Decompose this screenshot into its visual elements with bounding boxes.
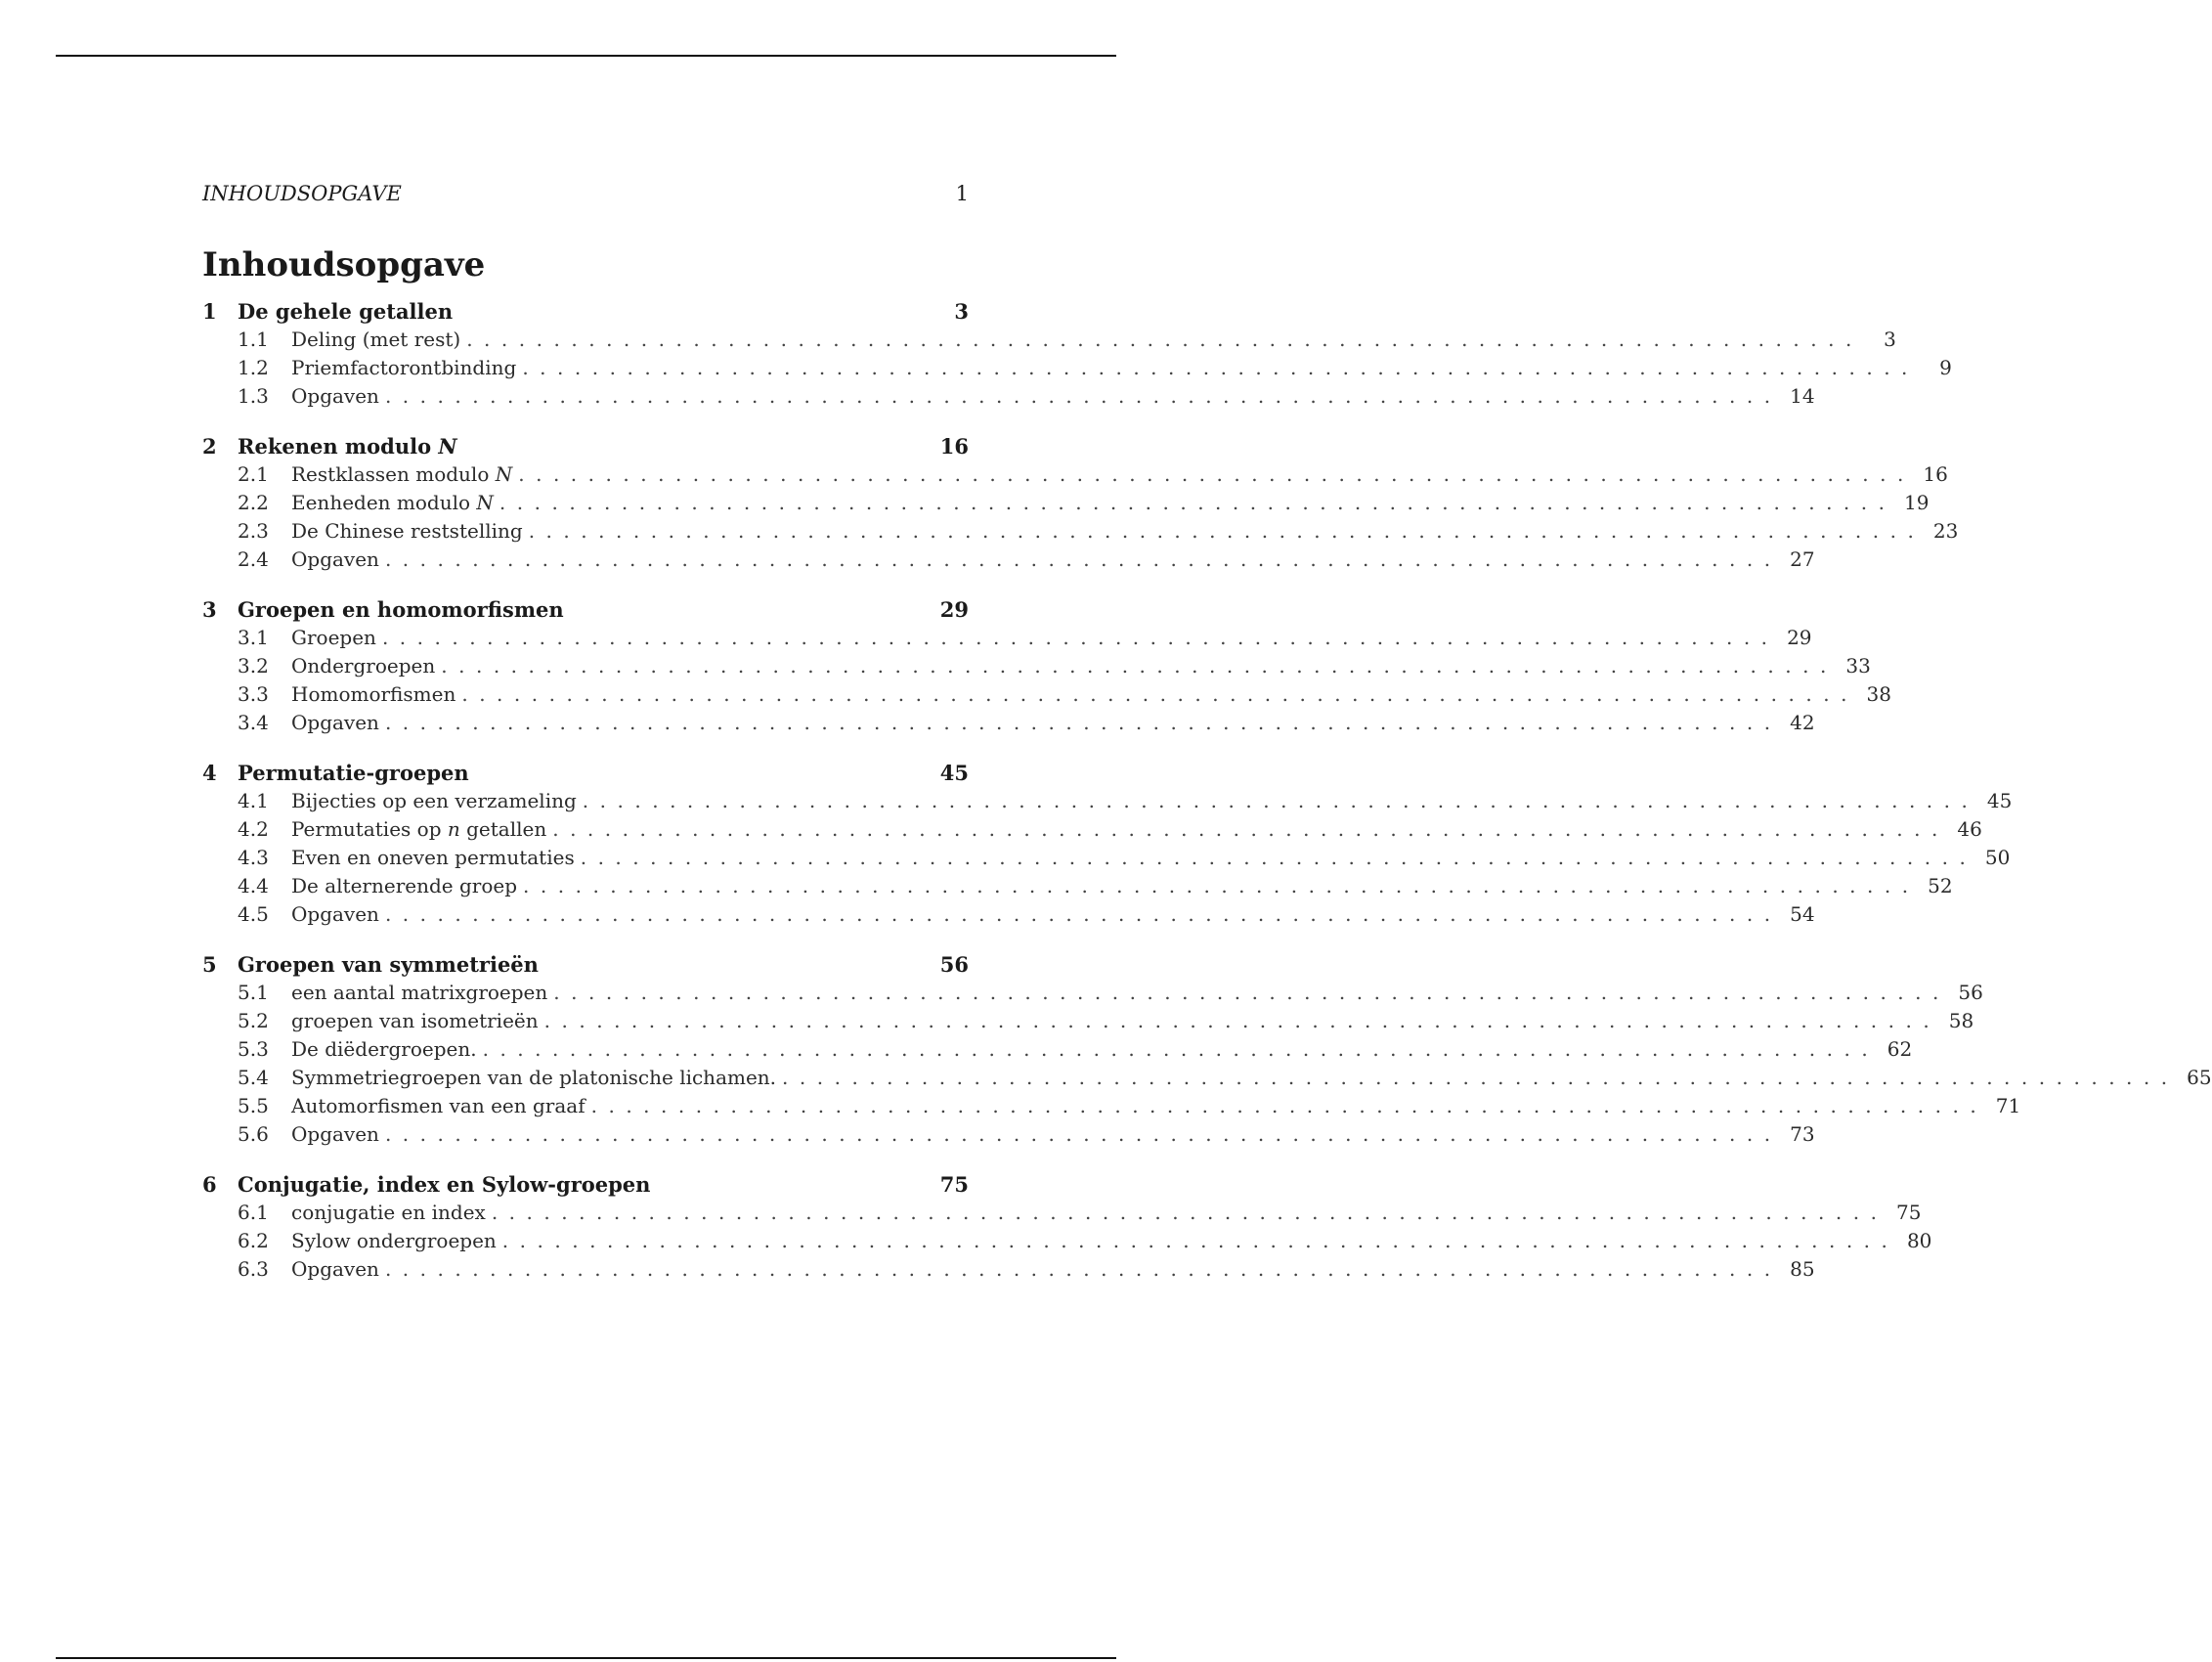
top-rule — [56, 55, 1116, 57]
section-entry[interactable] — [202, 900, 1815, 929]
section-page-number: 29 — [1787, 626, 1812, 649]
section-title: Eenheden modulo N — [291, 491, 494, 514]
dot-leader: ................................................................................ — [381, 626, 1779, 649]
section-title: Homomorfismen — [291, 682, 456, 706]
section-number: 2.2 — [238, 491, 269, 514]
section-title: Opgaven — [291, 547, 379, 571]
dot-leader: ................................................................................ — [590, 1094, 1988, 1117]
dot-leader: ................................................................................ — [553, 981, 1950, 1004]
chapter-page-number: 3 — [954, 299, 969, 324]
dot-leader: ................................................................................ — [580, 846, 1977, 869]
running-head-page-number: 1 — [955, 182, 969, 205]
toc-chapter — [202, 595, 1891, 737]
dot-leader: ................................................................................ — [501, 1229, 1899, 1252]
section-entry[interactable] — [202, 652, 1871, 680]
section-entry[interactable] — [202, 354, 1952, 382]
dot-leader: ................................................................................ — [384, 1122, 1782, 1146]
chapter-entry[interactable] — [202, 1170, 969, 1199]
section-number: 2.3 — [238, 519, 269, 543]
dot-leader: ................................................................................ — [441, 654, 1838, 678]
toc-chapter — [202, 432, 1959, 574]
section-entry[interactable] — [202, 709, 1815, 737]
dot-leader: ................................................................................ — [782, 1066, 2179, 1089]
section-page-number: 62 — [1887, 1037, 1913, 1061]
toc-page — [202, 182, 2212, 1305]
section-number: 2.1 — [238, 462, 269, 486]
bottom-rule — [56, 1657, 1116, 1659]
toc-chapter — [202, 950, 2212, 1149]
toc-chapter — [202, 759, 2013, 929]
running-head-title: INHOUDSOPGAVE — [202, 182, 402, 205]
section-entry[interactable] — [202, 326, 1896, 354]
section-title: Symmetriegroepen van de platonische lichamen. — [291, 1066, 777, 1089]
section-page-number: 56 — [1958, 981, 1983, 1004]
chapter-page-number: 45 — [939, 761, 969, 785]
chapter-entry[interactable] — [202, 595, 969, 624]
section-page-number: 19 — [1904, 491, 1930, 514]
section-page-number: 14 — [1790, 384, 1815, 408]
section-page-number: 50 — [1984, 846, 2011, 869]
chapter-number: 1 — [202, 299, 217, 324]
section-page-number: 46 — [1957, 817, 1982, 841]
section-page-number: 33 — [1845, 654, 1871, 678]
section-title: Priemfactorontbinding — [291, 356, 517, 379]
section-title: Deling (met rest) — [291, 328, 461, 351]
section-entry[interactable] — [202, 489, 1930, 517]
dot-leader: ................................................................................ — [552, 817, 1949, 841]
toc-chapter — [202, 1170, 1932, 1284]
chapter-page-number: 16 — [939, 434, 969, 459]
dot-leader: ................................................................................ — [499, 491, 1896, 514]
chapter-entry[interactable] — [202, 297, 969, 326]
chapter-title: Permutatie-groepen — [238, 761, 469, 785]
section-title: De diëdergroepen. — [291, 1037, 477, 1061]
section-title: Automorfismen van een graaf — [291, 1094, 586, 1117]
section-number: 3.1 — [238, 626, 269, 649]
chapter-title: De gehele getallen — [238, 299, 454, 324]
section-entry[interactable] — [202, 517, 1959, 546]
section-number: 6.3 — [238, 1257, 269, 1281]
section-number: 3.4 — [238, 711, 269, 734]
section-number: 6.2 — [238, 1229, 269, 1252]
section-number: 2.4 — [238, 547, 269, 571]
section-page-number: 65 — [2187, 1066, 2212, 1089]
section-number: 3.2 — [238, 654, 269, 678]
toc-chapter — [202, 297, 1952, 411]
section-number: 5.3 — [238, 1037, 269, 1061]
section-page-number: 9 — [1939, 356, 1952, 379]
chapter-page-number: 75 — [939, 1172, 969, 1197]
section-page-number: 54 — [1790, 902, 1815, 926]
section-page-number: 58 — [1948, 1009, 1974, 1032]
section-entry[interactable] — [202, 1092, 2021, 1120]
section-number: 1.1 — [238, 328, 269, 351]
section-page-number: 42 — [1790, 711, 1815, 734]
page-title: Inhoudsopgave — [202, 245, 486, 284]
chapter-entry[interactable] — [202, 950, 969, 979]
section-entry[interactable] — [202, 979, 1983, 1007]
section-entry[interactable] — [202, 546, 1815, 574]
dot-leader: ................................................................................ — [528, 519, 1926, 543]
section-title: Bijecties op een verzameling — [291, 789, 577, 812]
dot-leader: ................................................................................ — [543, 1009, 1941, 1032]
section-title: groepen van isometrieën — [291, 1009, 539, 1032]
section-entry[interactable] — [202, 1255, 1815, 1284]
section-title: Opgaven — [291, 1257, 379, 1281]
section-entry[interactable] — [202, 382, 1815, 411]
section-number: 4.3 — [238, 846, 269, 869]
dot-leader: ................................................................................ — [582, 789, 1979, 812]
chapter-entry[interactable] — [202, 759, 969, 787]
section-page-number: 52 — [1928, 874, 1953, 897]
section-number: 5.6 — [238, 1122, 269, 1146]
chapter-page-number: 29 — [939, 597, 969, 622]
section-entry[interactable] — [202, 1120, 1815, 1149]
chapter-number: 6 — [202, 1172, 217, 1197]
dot-leader: ................................................................................ — [518, 462, 1915, 486]
section-number: 3.3 — [238, 682, 269, 706]
chapter-number: 2 — [202, 434, 217, 459]
section-entry[interactable] — [202, 1007, 1974, 1035]
section-number: 5.4 — [238, 1066, 269, 1089]
dot-leader: ................................................................................ — [384, 902, 1782, 926]
section-page-number: 85 — [1790, 1257, 1815, 1281]
section-title: Even en oneven permutaties — [291, 846, 575, 869]
section-entry[interactable] — [202, 787, 2013, 815]
section-number: 6.1 — [238, 1201, 269, 1224]
section-entry[interactable] — [202, 460, 1948, 489]
section-page-number: 38 — [1866, 682, 1891, 706]
running-head — [202, 182, 969, 209]
dot-leader: ................................................................................ — [522, 356, 1919, 379]
chapter-number: 4 — [202, 761, 217, 785]
section-entry[interactable] — [202, 1035, 1913, 1064]
chapter-title: Conjugatie, index en Sylow-groepen — [238, 1172, 651, 1197]
section-page-number: 3 — [1884, 328, 1896, 351]
dot-leader: ................................................................................ — [482, 1037, 1880, 1061]
section-title: Permutaties op n getallen — [291, 817, 547, 841]
dot-leader: ................................................................................ — [461, 682, 1858, 706]
chapter-number: 5 — [202, 952, 217, 977]
section-page-number: 45 — [1986, 789, 2013, 812]
section-number: 1.2 — [238, 356, 269, 379]
dot-leader: ................................................................................ — [466, 328, 1863, 351]
section-title: Sylow ondergroepen — [291, 1229, 497, 1252]
dot-leader: ................................................................................ — [384, 711, 1782, 734]
section-entry[interactable] — [202, 844, 2011, 872]
dot-leader: ................................................................................ — [523, 874, 1920, 897]
section-title: Opgaven — [291, 1122, 379, 1146]
section-page-number: 75 — [1895, 1201, 1922, 1224]
section-number: 5.5 — [238, 1094, 269, 1117]
section-title: conjugatie en index — [291, 1201, 486, 1224]
section-title: Opgaven — [291, 711, 379, 734]
section-number: 5.2 — [238, 1009, 269, 1032]
section-title: Groepen — [291, 626, 376, 649]
chapter-title: Groepen en homomorfismen — [238, 597, 564, 622]
dot-leader: ................................................................................ — [384, 384, 1782, 408]
section-page-number: 27 — [1790, 547, 1815, 571]
section-page-number: 73 — [1790, 1122, 1815, 1146]
section-title: Opgaven — [291, 384, 379, 408]
section-entry[interactable] — [202, 1227, 1932, 1255]
dot-leader: ................................................................................ — [384, 1257, 1782, 1281]
chapter-entry[interactable] — [202, 432, 969, 460]
chapter-title: Rekenen modulo N — [238, 434, 457, 459]
section-number: 4.5 — [238, 902, 269, 926]
section-number: 4.1 — [238, 789, 269, 812]
section-title: Ondergroepen — [291, 654, 436, 678]
section-title: De Chinese reststelling — [291, 519, 523, 543]
section-page-number: 71 — [1995, 1094, 2021, 1117]
section-title: De alternerende groep — [291, 874, 518, 897]
chapter-page-number: 56 — [939, 952, 969, 977]
chapter-title: Groepen van symmetrieën — [238, 952, 539, 977]
section-entry[interactable] — [202, 624, 1812, 652]
section-entry[interactable] — [202, 1199, 1922, 1227]
section-number: 4.4 — [238, 874, 269, 897]
section-page-number: 23 — [1932, 519, 1959, 543]
chapter-number: 3 — [202, 597, 217, 622]
section-title: een aantal matrixgroepen — [291, 981, 548, 1004]
section-entry[interactable] — [202, 815, 1982, 844]
dot-leader: ................................................................................ — [384, 547, 1782, 571]
section-number: 1.3 — [238, 384, 269, 408]
section-title: Restklassen modulo N — [291, 462, 513, 486]
dot-leader: ................................................................................ — [491, 1201, 1888, 1224]
section-title: Opgaven — [291, 902, 379, 926]
section-number: 5.1 — [238, 981, 269, 1004]
section-entry[interactable] — [202, 1064, 2212, 1092]
section-page-number: 80 — [1906, 1229, 1932, 1252]
section-page-number: 16 — [1923, 462, 1948, 486]
section-entry[interactable] — [202, 680, 1891, 709]
section-number: 4.2 — [238, 817, 269, 841]
section-entry[interactable] — [202, 872, 1953, 900]
table-of-contents — [202, 297, 2212, 1284]
